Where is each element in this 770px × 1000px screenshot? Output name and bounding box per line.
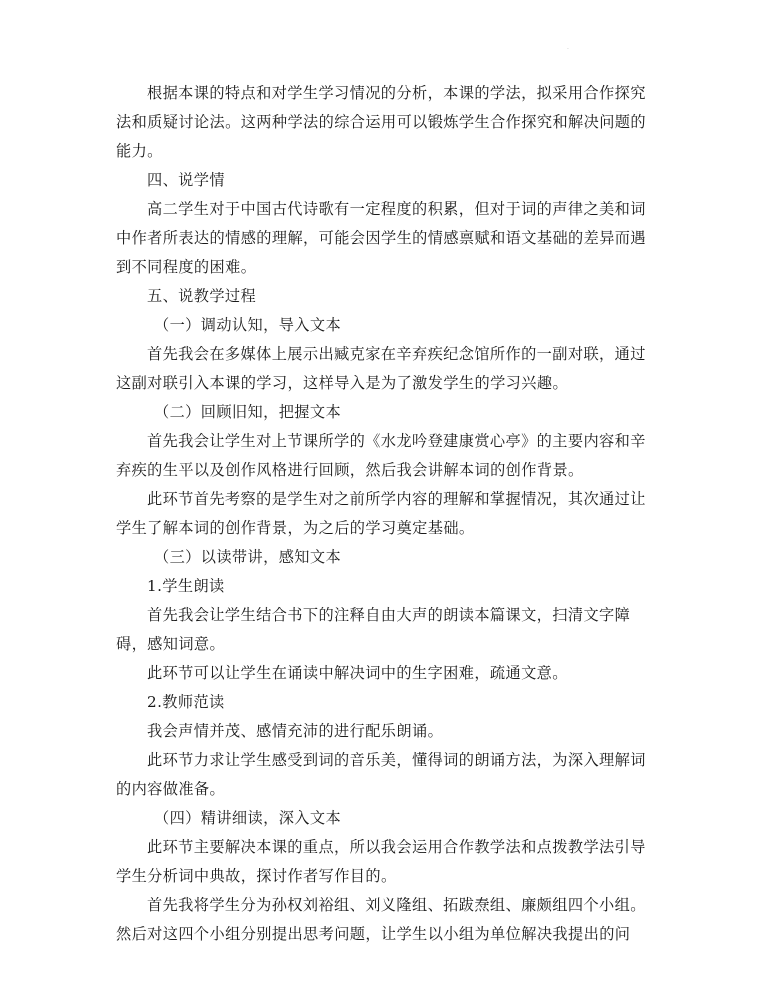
- subsection-heading: （四）精讲细读，深入文本: [154, 809, 342, 827]
- corner-mark: .: [567, 44, 569, 51]
- paragraph-line: 到不同程度的困难。: [116, 258, 257, 276]
- paragraph-line: 高二学生对于中国古代诗歌有一定程度的积累，但对于词的声律之美和词: [147, 200, 646, 218]
- paragraph-line: 首先我将学生分为孙权刘裕组、刘义隆组、拓跋焘组、廉颇组四个小组。: [147, 896, 646, 914]
- paragraph-line: 此环节首先考察的是学生对之前所学内容的理解和掌握情况，其次通过让: [147, 490, 646, 508]
- paragraph-line: 法和质疑讨论法。这两种学法的综合运用可以锻炼学生合作探究和解决问题的: [116, 113, 646, 131]
- section-heading: 四、说学情: [147, 171, 225, 189]
- subsection-heading: （一）调动认知，导入文本: [154, 316, 342, 334]
- paragraph-line: 中作者所表达的情感的理解，可能会因学生的情感禀赋和语文基础的差异而遇: [116, 229, 646, 247]
- paragraph-line: 首先我会让学生对上节课所学的《水龙吟登建康赏心亭》的主要内容和辛: [147, 432, 646, 450]
- step-heading: 1.学生朗读: [147, 577, 225, 595]
- paragraph-line: 我会声情并茂、感情充沛的进行配乐朗诵。: [147, 722, 444, 740]
- paragraph-line: 首先我会让学生结合书下的注释自由大声的朗读本篇课文，扫清文字障: [147, 606, 631, 624]
- paragraph-line: 此环节力求让学生感受到词的音乐美，懂得词的朗诵方法，为深入理解词: [147, 751, 646, 769]
- paragraph-line: 然后对这四个小组分别提出思考问题，让学生以小组为单位解决我提出的问: [116, 925, 631, 943]
- paragraph-line: 首先我会在多媒体上展示出臧克家在辛弃疾纪念馆所作的一副对联，通过: [147, 345, 646, 363]
- paragraph-line: 学生分析词中典故，探讨作者写作目的。: [116, 867, 397, 885]
- section-heading: 五、说教学过程: [147, 287, 257, 305]
- subsection-heading: （二）回顾旧知，把握文本: [154, 403, 342, 421]
- paragraph-line: 学生了解本词的创作背景，为之后的学习奠定基础。: [116, 519, 475, 537]
- paragraph-line: 的内容做准备。: [116, 780, 226, 798]
- paragraph-line: 弃疾的生平以及创作风格进行回顾，然后我会讲解本词的创作背景。: [116, 461, 584, 479]
- paragraph-line: 根据本课的特点和对学生学习情况的分析，本课的学法，拟采用合作探究: [147, 84, 646, 102]
- paragraph-line: 碍，感知词意。: [116, 635, 226, 653]
- paragraph-line: 这副对联引入本课的学习，这样导入是为了激发学生的学习兴趣。: [116, 374, 569, 392]
- step-heading: 2.教师范读: [147, 693, 225, 711]
- paragraph-line: 此环节主要解决本课的重点，所以我会运用合作教学法和点拨教学法引导: [147, 838, 646, 856]
- paragraph-line: 此环节可以让学生在诵读中解决词中的生字困难，疏通文意。: [147, 664, 568, 682]
- paragraph-line: 能力。: [116, 142, 163, 160]
- subsection-heading: （三）以读带讲，感知文本: [154, 548, 342, 566]
